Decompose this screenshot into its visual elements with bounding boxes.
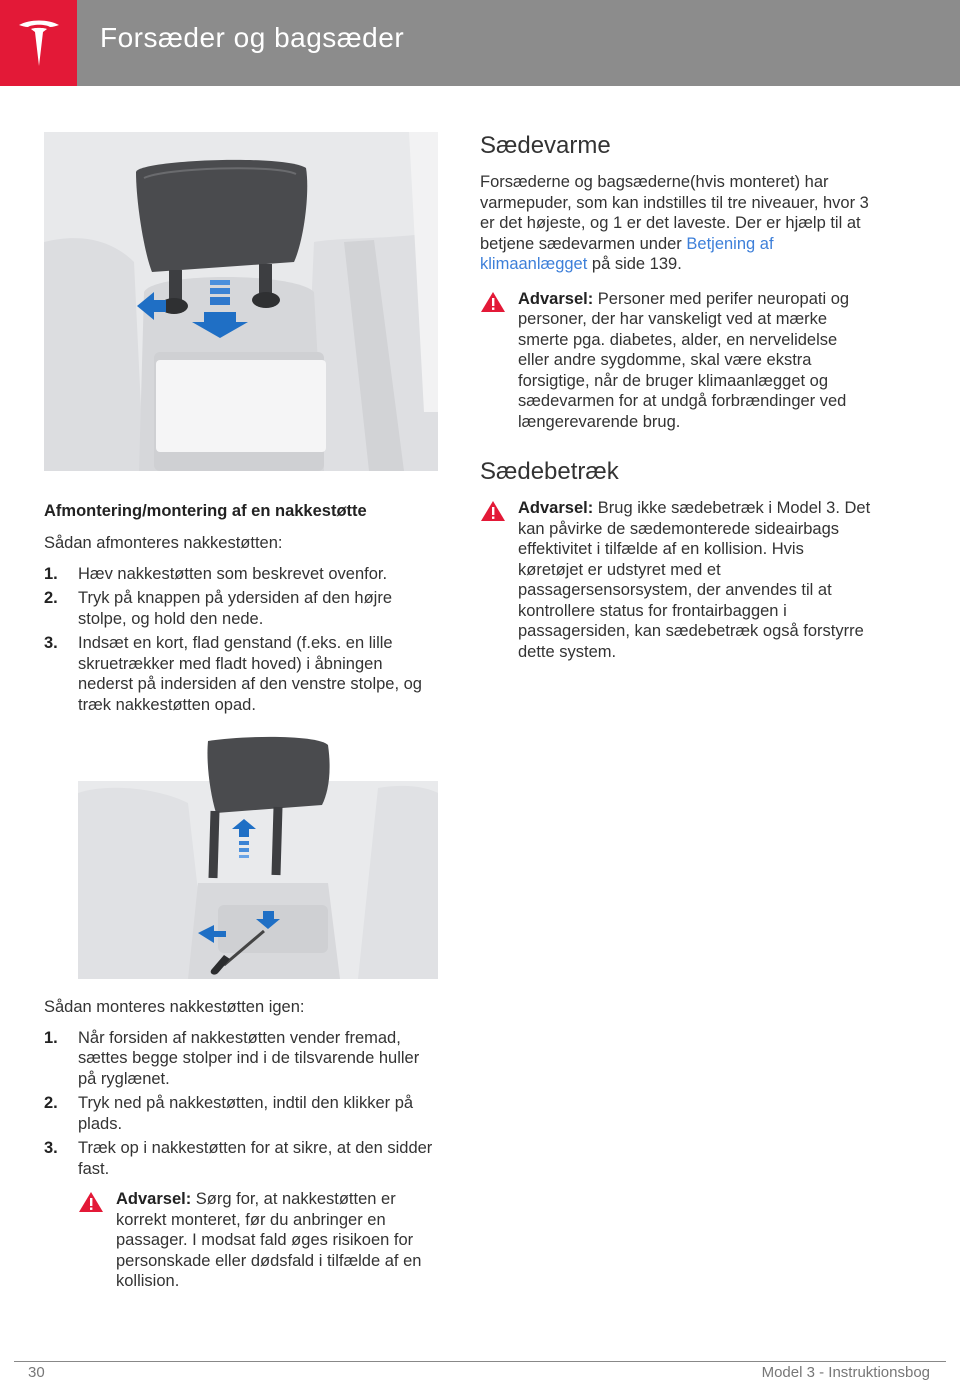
page-title: Forsæder og bagsæder [100, 22, 405, 53]
list-item: 3. Træk op i nakkestøtten for at sikre, at den sidder fast. [44, 1139, 433, 1178]
climate-control-link[interactable]: Betjening af klimaanlægget [480, 234, 774, 273]
footer-doc-title: Model 3 - Instruktionsbog [761, 1364, 930, 1381]
remove-intro: Sådan afmonteres nakkestøtten: [44, 534, 283, 552]
install-intro: Sådan monteres nakkestøtten igen: [44, 998, 305, 1016]
install-warning: Advarsel: Sørg for, at nakkestøtten er korrekt monteret, før du anbringer en passager. I modsat fald øges risikoen for personskade eller dødsfald i tilfælde af en kollision. [78, 1189, 438, 1292]
headrest-release-illustration [44, 132, 438, 471]
footer-divider [14, 1361, 946, 1362]
list-item: 1. Når forsiden af nakkestøtten vender fremad, sættes begge stolper ind i de tilsvarende huller på ryglænet. [44, 1028, 420, 1088]
tesla-logo-icon [0, 0, 77, 86]
remove-steps-list [44, 564, 438, 716]
list-item: 3. Indsæt en kort, flad genstand (f.eks. en lille skruetrækker med fladt hoved) i åbningen nederst på indersiden af den venstre stolpe, og træk nakkestøtten opad. [44, 634, 422, 714]
page-number: 30 [28, 1364, 45, 1381]
warning-icon [480, 498, 518, 662]
install-steps-list [44, 1028, 438, 1180]
seat-covers-heading: Sædebetræk [480, 458, 619, 485]
list-item: 2. Tryk på knappen på ydersiden af den højre stolpe, og hold den nede. [44, 589, 392, 628]
headrest-removal-illustration [78, 733, 438, 979]
remove-headrest-subheading: Afmontering/montering af en nakkestøtte [44, 502, 367, 520]
seat-heating-warning: Advarsel: Personer med perifer neuropati og personer, der har vanskeligt ved at mærke smerte pga. diabetes, alder, en nervelidelse eller andre sygdomme, skal være ekstra forsigtige, når de bruger klimaanlægget og sædevarmen for at undgå forbrændinger ved længerevarende brug. [480, 289, 872, 433]
warning-icon [480, 289, 518, 433]
seat-covers-warning: Advarsel: Brug ikke sædebetræk i Model 3. Det kan påvirke de sædemonterede sideairbags effektivitet i tilfælde af en kollision. Hvis køretøjet er udstyret med et passagersensorsystem, der anvendes til at kontrollere status for frontairbaggen i passagersiden, kan sædebetræk også forstyrre dette system. [480, 498, 872, 662]
right-column [480, 132, 872, 662]
left-column [44, 132, 438, 1292]
seat-heating-heading: Sædevarme [480, 132, 611, 159]
warning-icon [78, 1189, 116, 1292]
seat-heating-text: Forsæderne og bagsæderne(hvis monteret) har varmepuder, som kan indstilles til tre niveauer, hvor 3 er det højeste, og 1 er det laveste. Der er hjælp til at betjene sædevarmen under Betjening af klimaanlægget på side 139. [480, 173, 869, 273]
list-item: 1. Hæv nakkestøtten som beskrevet ovenfor. [44, 564, 388, 583]
list-item: 2. Tryk ned på nakkestøtten, indtil den klikker på plads. [44, 1094, 414, 1133]
page-header [0, 0, 960, 86]
